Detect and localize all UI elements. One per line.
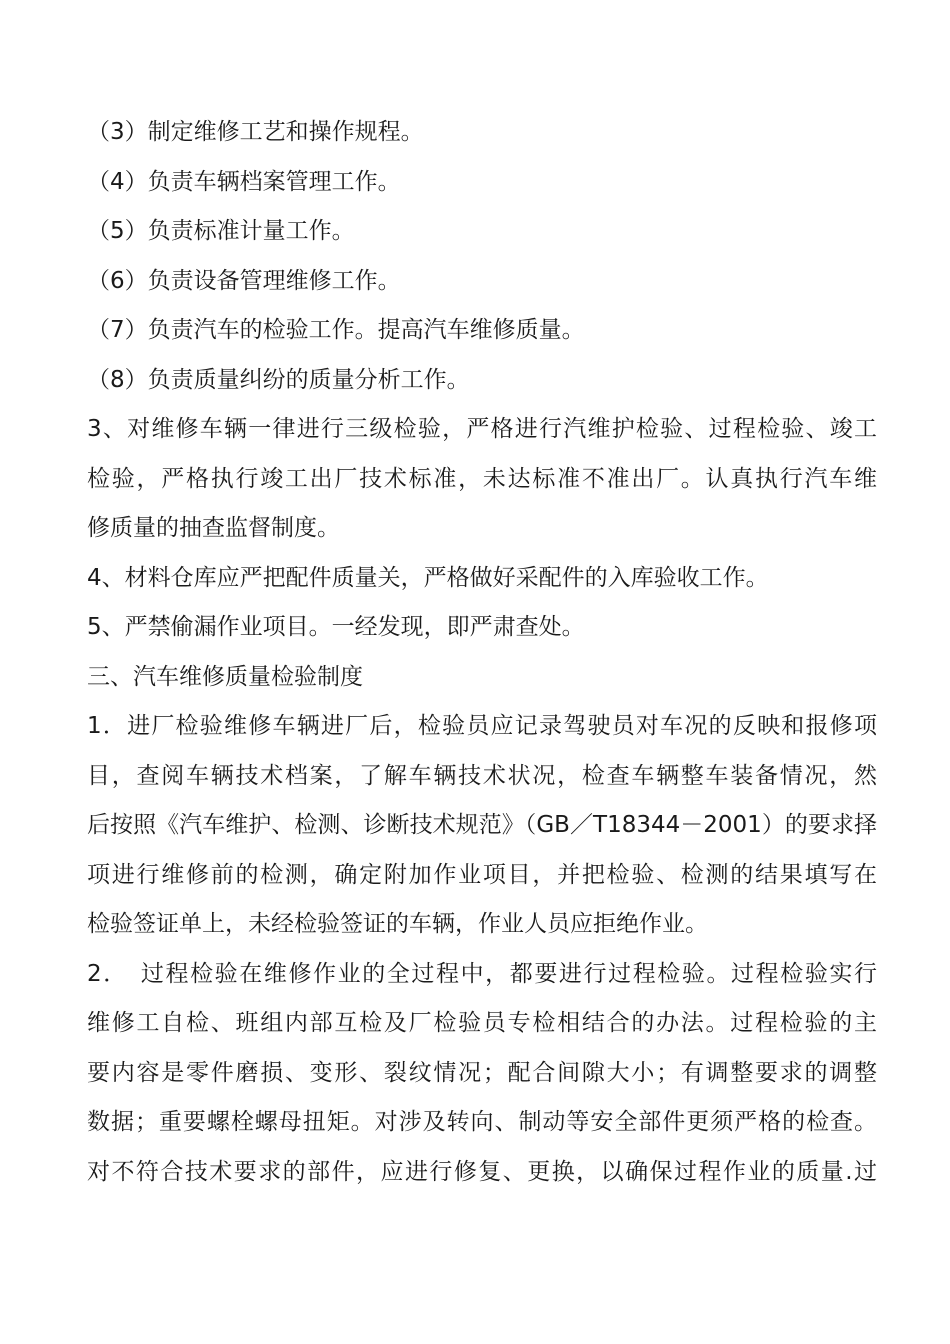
text-line: 2． 过程检验在维修作业的全过程中，都要进行过程检验。过程检验实行 <box>87 960 877 987</box>
text-line: 后按照《汽车维护、检测、诊断技术规范》（GB／T18344－2001）的要求择 <box>87 812 877 838</box>
text-line: 维修工自检、班组内部互检及厂检验员专检相结合的办法。过程检验的主 <box>87 1010 877 1036</box>
text-line: 检验签证单上，未经检验签证的车辆，作业人员应拒绝作业。 <box>87 911 708 937</box>
text-line: （5）负责标准计量工作。 <box>87 218 355 244</box>
text-line: 修质量的抽查监督制度。 <box>87 515 340 541</box>
text-line: （4）负责车辆档案管理工作。 <box>87 168 401 195</box>
text-line: （8）负责质量纠纷的质量分析工作。 <box>87 366 470 393</box>
text-line: 目，查阅车辆技术档案，了解车辆技术状况，检查车辆整车装备情况，然 <box>87 762 877 789</box>
text-line: 对不符合技术要求的部件，应进行修复、更换，以确保过程作业的质量.过 <box>87 1158 877 1185</box>
text-line: 4、材料仓库应严把配件质量关，严格做好采配件的入库验收工作。 <box>87 564 769 591</box>
text-line: 检验，严格执行竣工出厂技术标准，未达标准不准出厂。认真执行汽车维 <box>87 465 877 492</box>
text-line: 5、严禁偷漏作业项目。一经发现，即严肃查处。 <box>87 614 585 640</box>
section-heading: 三、汽车维修质量检验制度 <box>87 663 363 690</box>
text-line: （6）负责设备管理维修工作。 <box>87 267 401 294</box>
text-line: 3、对维修车辆一律进行三级检验，严格进行汽维护检验、过程检验、竣工 <box>87 416 877 442</box>
text-line: 1．进厂检验维修车辆进厂后，检验员应记录驾驶员对车况的反映和报修项 <box>87 713 877 739</box>
text-line: 数据；重要螺栓螺母扭矩。对涉及转向、制动等安全部件更须严格的检查。 <box>87 1109 877 1135</box>
text-line: （7）负责汽车的检验工作。提高汽车维修质量。 <box>87 317 585 343</box>
text-line: （3）制定维修工艺和操作规程。 <box>87 119 424 145</box>
text-line: 要内容是零件磨损、变形、裂纹情况；配合间隙大小；有调整要求的调整 <box>87 1059 877 1086</box>
document-body <box>87 108 877 1197</box>
text-line: 项进行维修前的检测，确定附加作业项目，并把检验、检测的结果填写在 <box>87 861 877 888</box>
